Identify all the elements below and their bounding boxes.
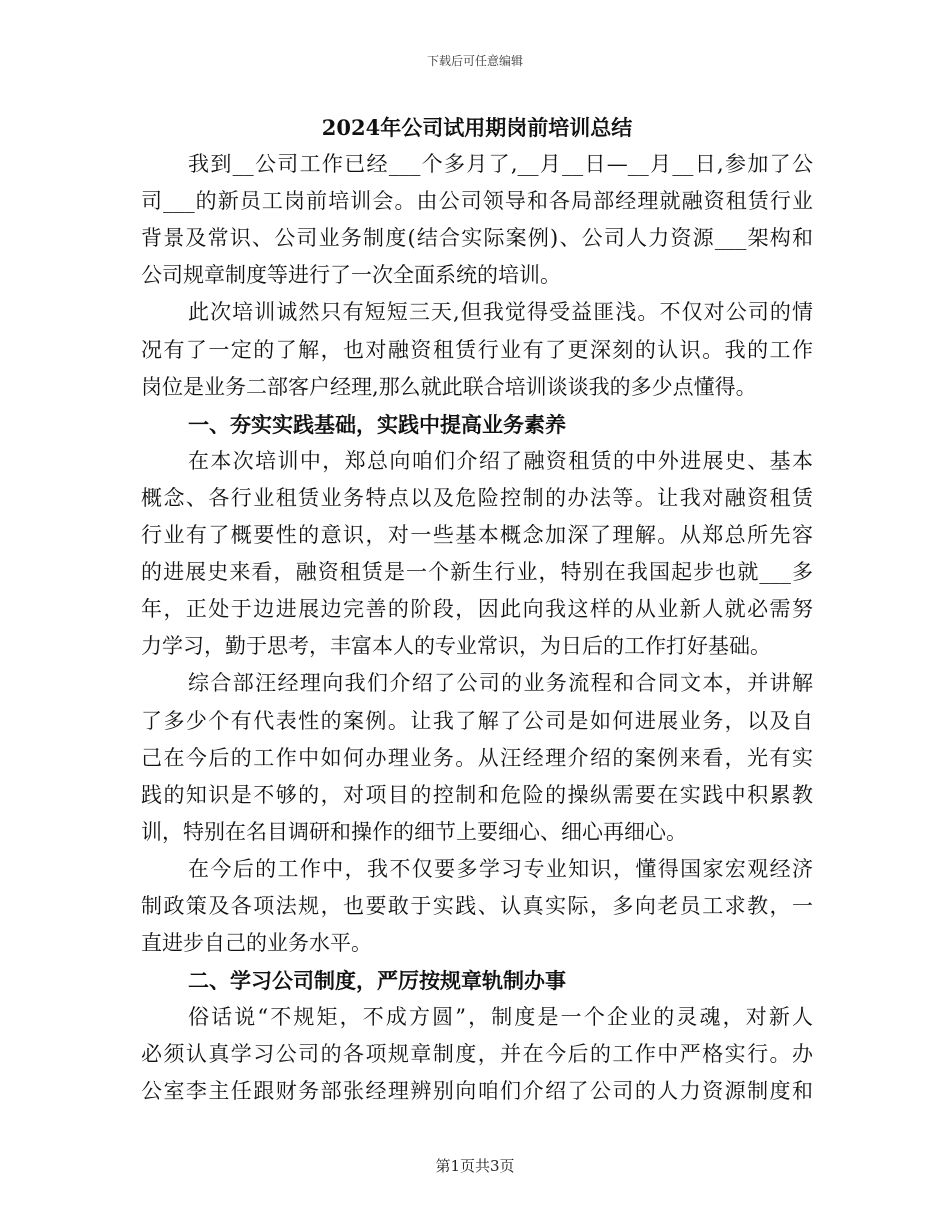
paragraph-line: 了多少个有代表性的案例。让我了解了公司是如何进展业务，以及自 <box>141 708 813 733</box>
paragraph-line: 的进展史来看，融资租赁是一个新生行业，特别在我国起步也就___多 <box>141 560 813 585</box>
section-heading: 一、夯实实践基础，实践中提高业务素养 <box>188 411 566 437</box>
paragraph-line: 岗位是业务二部客户经理,那么就此联合培训谈谈我的多少点懂得。 <box>141 374 757 399</box>
paragraph-line: 必须认真学习公司的各项规章制度，并在今后的工作中严格实行。办 <box>141 1042 813 1067</box>
paragraph-line: 行业有了概要性的意识，对一些基本概念加深了理解。从郑总所先容 <box>141 523 813 548</box>
paragraph-line: 司___的新员工岗前培训会。由公司领导和各局部经理就融资租赁行业 <box>141 189 813 214</box>
paragraph-line: 公司规章制度等进行了一次全面系统的培训。 <box>141 263 561 288</box>
section-heading: 二、学习公司制度，严厉按规章轨制办事 <box>188 968 566 994</box>
paragraph-line: 制政策及各项法规，也要敢于实践、认真实际，多向老员工求教，一 <box>141 893 813 918</box>
paragraph-line: 己在今后的工作中如何办理业务。从汪经理介绍的案例来看，光有实 <box>141 745 813 770</box>
paragraph-line: 概念、各行业租赁业务特点以及危险控制的办法等。让我对融资租赁 <box>141 485 813 510</box>
paragraph-line: 我到__公司工作已经___个多月了,__月__日—__月__日,参加了公 <box>188 152 813 177</box>
paragraph-line: 况有了一定的了解，也对融资租赁行业有了更深刻的认识。我的工作 <box>141 337 813 362</box>
paragraph-line: 力学习，勤于思考，丰富本人的专业常识，为日后的工作打好基础。 <box>141 634 771 659</box>
document-title: 2024年公司试用期岗前培训总结 <box>321 115 633 140</box>
paragraph-line: 训，特别在名目调研和操作的细节上要细心、细心再细心。 <box>141 819 687 844</box>
paragraph-line: 践的知识是不够的，对项目的控制和危险的操纵需要在实践中积累教 <box>141 782 813 807</box>
paragraph-line: 在今后的工作中，我不仅要多学习专业知识，懂得国家宏观经济 <box>188 856 813 881</box>
document-body <box>141 109 813 1111</box>
page-header: 下载后可任意编辑 <box>426 54 523 68</box>
paragraph-line: 在本次培训中，郑总向咱们介绍了融资租赁的中外进展史、基本 <box>188 448 813 473</box>
paragraph-line: 公室李主任跟财务部张经理辨别向咱们介绍了公司的人力资源制度和 <box>141 1079 813 1104</box>
page-footer: 第1页共3页 <box>435 1157 515 1175</box>
paragraph-line: 此次培训诚然只有短短三天,但我觉得受益匪浅。不仅对公司的情 <box>188 300 813 325</box>
paragraph-line: 直进步自己的业务水平。 <box>141 931 372 956</box>
paragraph-line: 综合部汪经理向我们介绍了公司的业务流程和合同文本，并讲解 <box>188 671 813 696</box>
paragraph-line: 俗话说“不规矩，不成方圆”，制度是一个企业的灵魂，对新人 <box>188 1005 813 1030</box>
paragraph-line: 背景及常识、公司业务制度(结合实际案例)、公司人力资源___架构和 <box>141 226 813 251</box>
paragraph-line: 年，正处于边进展边完善的阶段，因此向我这样的从业新人就必需努 <box>141 597 813 622</box>
